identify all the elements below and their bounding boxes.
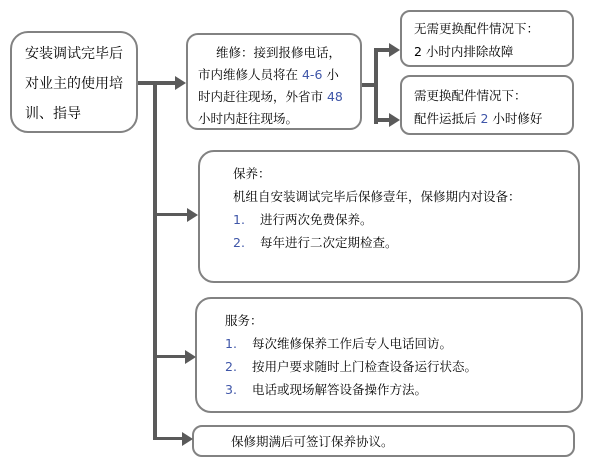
no-replacement-box — [400, 10, 574, 67]
arrowhead-to-agreement-icon — [182, 432, 193, 446]
list-number: 1. — [233, 212, 245, 227]
maintenance-item — [233, 231, 568, 254]
replacement-line1: 需更换配件情况下： — [414, 88, 527, 103]
maintenance-item — [233, 208, 568, 231]
arrowhead-to-service-icon — [185, 350, 196, 364]
arrowhead-to-repair-icon — [175, 76, 186, 90]
agreement-text: 保修期满后可签订保养协议。 — [231, 433, 394, 449]
list-text: 电话或现场解答设备操作方法。 — [252, 382, 428, 397]
training-box — [10, 31, 138, 133]
replacement-line2: 配件运抵后 2 小时修好 — [414, 111, 543, 126]
list-text: 按用户要求随时上门检查设备运行状态。 — [252, 359, 478, 374]
list-text: 每年进行二次定期检查。 — [260, 235, 398, 250]
list-number: 2. — [233, 235, 245, 250]
maintenance-title: 保养： — [233, 166, 271, 181]
list-number: 3. — [225, 382, 237, 397]
no-replacement-line2: 2 小时内排除故障 — [414, 44, 514, 59]
replacement-box — [400, 75, 574, 135]
service-box — [195, 297, 583, 413]
service-item — [225, 355, 571, 378]
service-item — [225, 332, 571, 355]
maintenance-box — [198, 150, 580, 283]
arrowhead-to-maintenance-icon — [187, 208, 198, 222]
list-text: 每次维修保养工作后专人电话回访。 — [252, 336, 453, 351]
maintenance-intro: 机组自安装调试完毕后保修壹年，保修期内对设备： — [233, 189, 521, 204]
arrowhead-to-replacement-icon — [389, 113, 400, 127]
repair-box — [186, 33, 362, 130]
connector-trunk-vertical — [153, 81, 157, 440]
list-number: 2. — [225, 359, 237, 374]
connector-fork-vertical — [374, 48, 378, 124]
list-number: 1. — [225, 336, 237, 351]
connector-to-agreement — [153, 437, 183, 440]
no-replacement-line1: 无需更换配件情况下： — [414, 21, 540, 36]
agreement-box — [192, 425, 575, 457]
arrowhead-to-no-replacement-icon — [389, 43, 400, 57]
service-title: 服务： — [225, 313, 263, 328]
service-item — [225, 378, 571, 401]
connector-to-maintenance — [157, 213, 188, 216]
connector-training-to-trunk — [138, 81, 176, 85]
connector-to-service — [157, 355, 186, 358]
training-box-text: 安装调试完毕后对业主的使用培训、指导 — [25, 46, 123, 122]
repair-box-text: 维修：接到报修电话，市内维修人员将在 4-6 小时内赶往现场，外省市 48 小时内赶往现场。 — [198, 45, 343, 126]
list-text: 进行两次免费保养。 — [260, 212, 373, 227]
